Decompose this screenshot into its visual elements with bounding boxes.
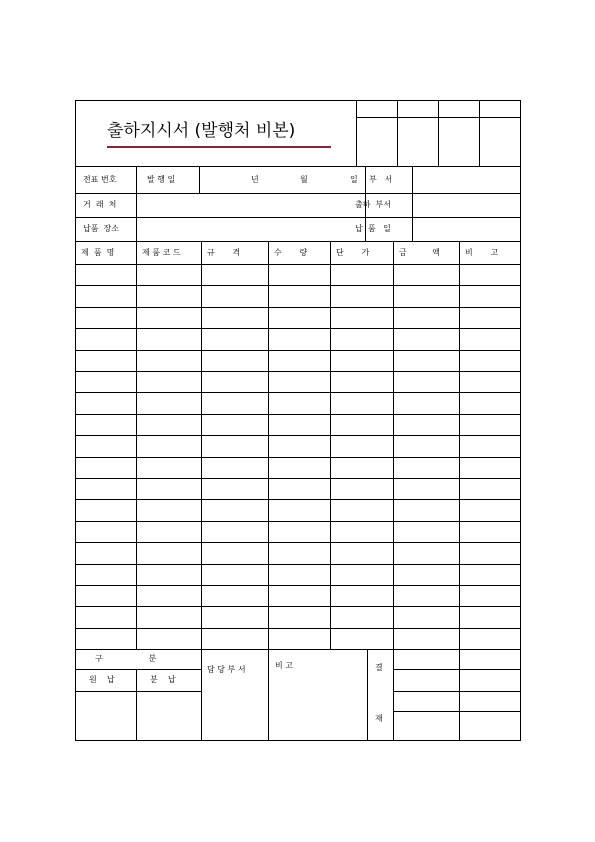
table-cell-product-name[interactable] [76,565,136,585]
table-cell-spec[interactable] [202,586,268,606]
table-cell-product-code[interactable] [137,565,201,585]
table-cell-spec[interactable] [202,629,268,649]
col-header-quantity: 수 량 [274,248,308,257]
delivery-date-label: 납 품 일 [355,224,391,233]
table-cell-unit-price[interactable] [331,543,393,563]
table-cell-quantity[interactable] [269,308,330,328]
table-cell-product-code[interactable] [137,607,201,627]
footer-vline [459,649,460,741]
table-cell-remarks[interactable] [460,329,521,349]
table-cell-remarks[interactable] [460,565,521,585]
table-cell-product-code[interactable] [137,522,201,542]
table-cell-product-code[interactable] [137,586,201,606]
table-cell-amount[interactable] [394,372,459,392]
table-cell-spec[interactable] [202,393,268,413]
partial-label: 분 납 [150,675,176,684]
table-cell-amount[interactable] [394,565,459,585]
table-cell-amount[interactable] [394,629,459,649]
table-cell-product-name[interactable] [76,458,136,478]
form-title: 출하지시서 (발행처 비본) [107,121,296,141]
table-cell-amount[interactable] [394,458,459,478]
table-cell-product-code[interactable] [137,543,201,563]
slip-no-label: 전표 번호 [83,175,117,184]
client-label: 거 래 처 [83,200,117,209]
table-cell-quantity[interactable] [269,393,330,413]
shipping-order-form [75,100,521,741]
table-cell-spec[interactable] [202,522,268,542]
table-cell-spec[interactable] [202,479,268,499]
table-cell-product-name[interactable] [76,415,136,435]
table-cell-amount[interactable] [394,393,459,413]
table-cell-quantity[interactable] [269,479,330,499]
table-cell-product-name[interactable] [76,286,136,306]
table-cell-amount[interactable] [394,522,459,542]
table-cell-product-name[interactable] [76,479,136,499]
table-cell-unit-price[interactable] [331,415,393,435]
table-cell-unit-price[interactable] [331,351,393,371]
remarks-label: 비 고 [275,661,293,670]
table-cell-product-code[interactable] [137,436,201,456]
table-cell-quantity[interactable] [269,607,330,627]
table-cell-product-code[interactable] [137,308,201,328]
footer-vline [201,649,202,741]
table-cell-product-name[interactable] [76,393,136,413]
table-cell-spec[interactable] [202,565,268,585]
table-cell-quantity[interactable] [269,565,330,585]
table-cell-quantity[interactable] [269,458,330,478]
table-cell-product-name[interactable] [76,522,136,542]
delivery-place-label: 납품 장소 [83,224,119,233]
table-cell-spec[interactable] [202,265,268,285]
table-cell-product-name[interactable] [76,372,136,392]
footer-line [75,691,201,692]
table-cell-quantity[interactable] [269,329,330,349]
table-cell-amount[interactable] [394,436,459,456]
footer-line [393,669,521,670]
table-cell-product-code[interactable] [137,393,201,413]
table-cell-remarks[interactable] [460,458,521,478]
table-cell-remarks[interactable] [460,415,521,435]
table-cell-quantity[interactable] [269,586,330,606]
table-cell-product-code[interactable] [137,372,201,392]
table-cell-amount[interactable] [394,415,459,435]
footer-line [393,711,521,712]
delivery-place-field[interactable] [137,218,365,241]
table-cell-quantity[interactable] [269,286,330,306]
year-label: 년 [251,175,259,184]
table-cell-spec[interactable] [202,286,268,306]
table-cell-amount[interactable] [394,543,459,563]
table-cell-unit-price[interactable] [331,372,393,392]
table-cell-spec[interactable] [202,500,268,520]
table-cell-remarks[interactable] [460,436,521,456]
table-cell-unit-price[interactable] [331,436,393,456]
table-cell-spec[interactable] [202,308,268,328]
table-cell-amount[interactable] [394,607,459,627]
table-cell-spec[interactable] [202,372,268,392]
table-cell-remarks[interactable] [460,393,521,413]
table-cell-unit-price[interactable] [331,607,393,627]
table-cell-amount[interactable] [394,265,459,285]
table-cell-remarks[interactable] [460,522,521,542]
division-label: 구 분 [95,654,157,663]
table-cell-unit-price[interactable] [331,308,393,328]
table-cell-product-code[interactable] [137,479,201,499]
table-cell-product-code[interactable] [137,500,201,520]
table-cell-product-code[interactable] [137,458,201,478]
table-cell-unit-price[interactable] [331,286,393,306]
header-vline [136,166,137,193]
table-cell-spec[interactable] [202,543,268,563]
table-cell-product-name[interactable] [76,500,136,520]
table-cell-remarks[interactable] [460,586,521,606]
delivery-date-field[interactable] [413,218,520,241]
table-cell-amount[interactable] [394,586,459,606]
header-line [75,241,521,242]
table-cell-amount[interactable] [394,479,459,499]
table-cell-product-name[interactable] [76,629,136,649]
table-cell-quantity[interactable] [269,522,330,542]
dept-field[interactable] [413,167,520,193]
header-vline [199,166,200,193]
col-header-product-name: 제 품 명 [81,248,115,257]
table-cell-amount[interactable] [394,329,459,349]
footer-vline [136,669,137,741]
table-cell-spec[interactable] [202,415,268,435]
table-cell-unit-price[interactable] [331,629,393,649]
table-cell-product-code[interactable] [137,265,201,285]
table-cell-quantity[interactable] [269,543,330,563]
issue-date-label: 발 행 일 [147,175,176,184]
title-underline [107,146,331,148]
day-label: 일 [350,175,358,184]
table-cell-product-name[interactable] [76,436,136,456]
approval-col-line [438,100,439,166]
table-cell-quantity[interactable] [269,351,330,371]
table-cell-product-code[interactable] [137,415,201,435]
table-cell-spec[interactable] [202,351,268,371]
footer-line [75,669,201,670]
table-cell-unit-price[interactable] [331,329,393,349]
table-cell-remarks[interactable] [460,308,521,328]
table-cell-product-name[interactable] [76,329,136,349]
table-cell-remarks[interactable] [460,351,521,371]
approval-col-line [397,100,398,166]
table-cell-amount[interactable] [394,308,459,328]
table-cell-unit-price[interactable] [331,458,393,478]
table-cell-quantity[interactable] [269,629,330,649]
table-cell-unit-price[interactable] [331,265,393,285]
footer-vline [393,649,394,741]
approval-col-line [479,100,480,166]
col-header-product-code: 제 품 코 드 [142,248,181,257]
dept-label: 부 서 [369,175,393,184]
table-cell-product-name[interactable] [76,308,136,328]
footer-line [75,649,521,650]
original-label: 원 납 [89,675,115,684]
approval-divider [356,100,357,166]
table-cell-remarks[interactable] [460,286,521,306]
table-cell-product-name[interactable] [76,607,136,627]
table-cell-unit-price[interactable] [331,522,393,542]
table-cell-product-name[interactable] [76,265,136,285]
ship-dept-field[interactable] [413,194,520,217]
approval-bottom-label: 재 [375,714,383,723]
table-cell-product-name[interactable] [76,586,136,606]
table-cell-quantity[interactable] [269,436,330,456]
table-cell-remarks[interactable] [460,500,521,520]
table-cell-amount[interactable] [394,500,459,520]
col-header-remarks: 비 고 [465,248,499,257]
col-header-amount: 금 액 [399,248,440,257]
table-cell-remarks[interactable] [460,265,521,285]
footer-vline [268,649,269,741]
table-cell-spec[interactable] [202,436,268,456]
ship-dept-label: 출하 부서 [355,200,391,209]
table-cell-spec[interactable] [202,329,268,349]
table-cell-remarks[interactable] [460,607,521,627]
table-cell-remarks[interactable] [460,629,521,649]
table-cell-amount[interactable] [394,351,459,371]
table-cell-unit-price[interactable] [331,393,393,413]
table-cell-quantity[interactable] [269,265,330,285]
client-field[interactable] [137,194,365,217]
table-cell-unit-price[interactable] [331,479,393,499]
table-cell-quantity[interactable] [269,500,330,520]
footer-vline [367,649,368,741]
manager-dept-label: 담 당 부 서 [207,665,246,674]
table-cell-product-code[interactable] [137,629,201,649]
table-cell-quantity[interactable] [269,372,330,392]
table-cell-remarks[interactable] [460,372,521,392]
table-cell-unit-price[interactable] [331,565,393,585]
table-cell-product-code[interactable] [137,329,201,349]
col-header-spec: 규 격 [207,248,241,257]
table-cell-product-code[interactable] [137,286,201,306]
table-cell-product-name[interactable] [76,543,136,563]
table-cell-remarks[interactable] [460,543,521,563]
table-cell-unit-price[interactable] [331,500,393,520]
table-cell-product-name[interactable] [76,351,136,371]
table-cell-spec[interactable] [202,607,268,627]
table-cell-quantity[interactable] [269,415,330,435]
table-cell-spec[interactable] [202,458,268,478]
col-header-unit-price: 단 가 [336,248,370,257]
month-label: 월 [300,175,308,184]
table-cell-remarks[interactable] [460,479,521,499]
table-cell-amount[interactable] [394,286,459,306]
approval-top-label: 결 [375,663,383,672]
table-cell-product-code[interactable] [137,351,201,371]
footer-line [393,691,521,692]
table-cell-unit-price[interactable] [331,586,393,606]
